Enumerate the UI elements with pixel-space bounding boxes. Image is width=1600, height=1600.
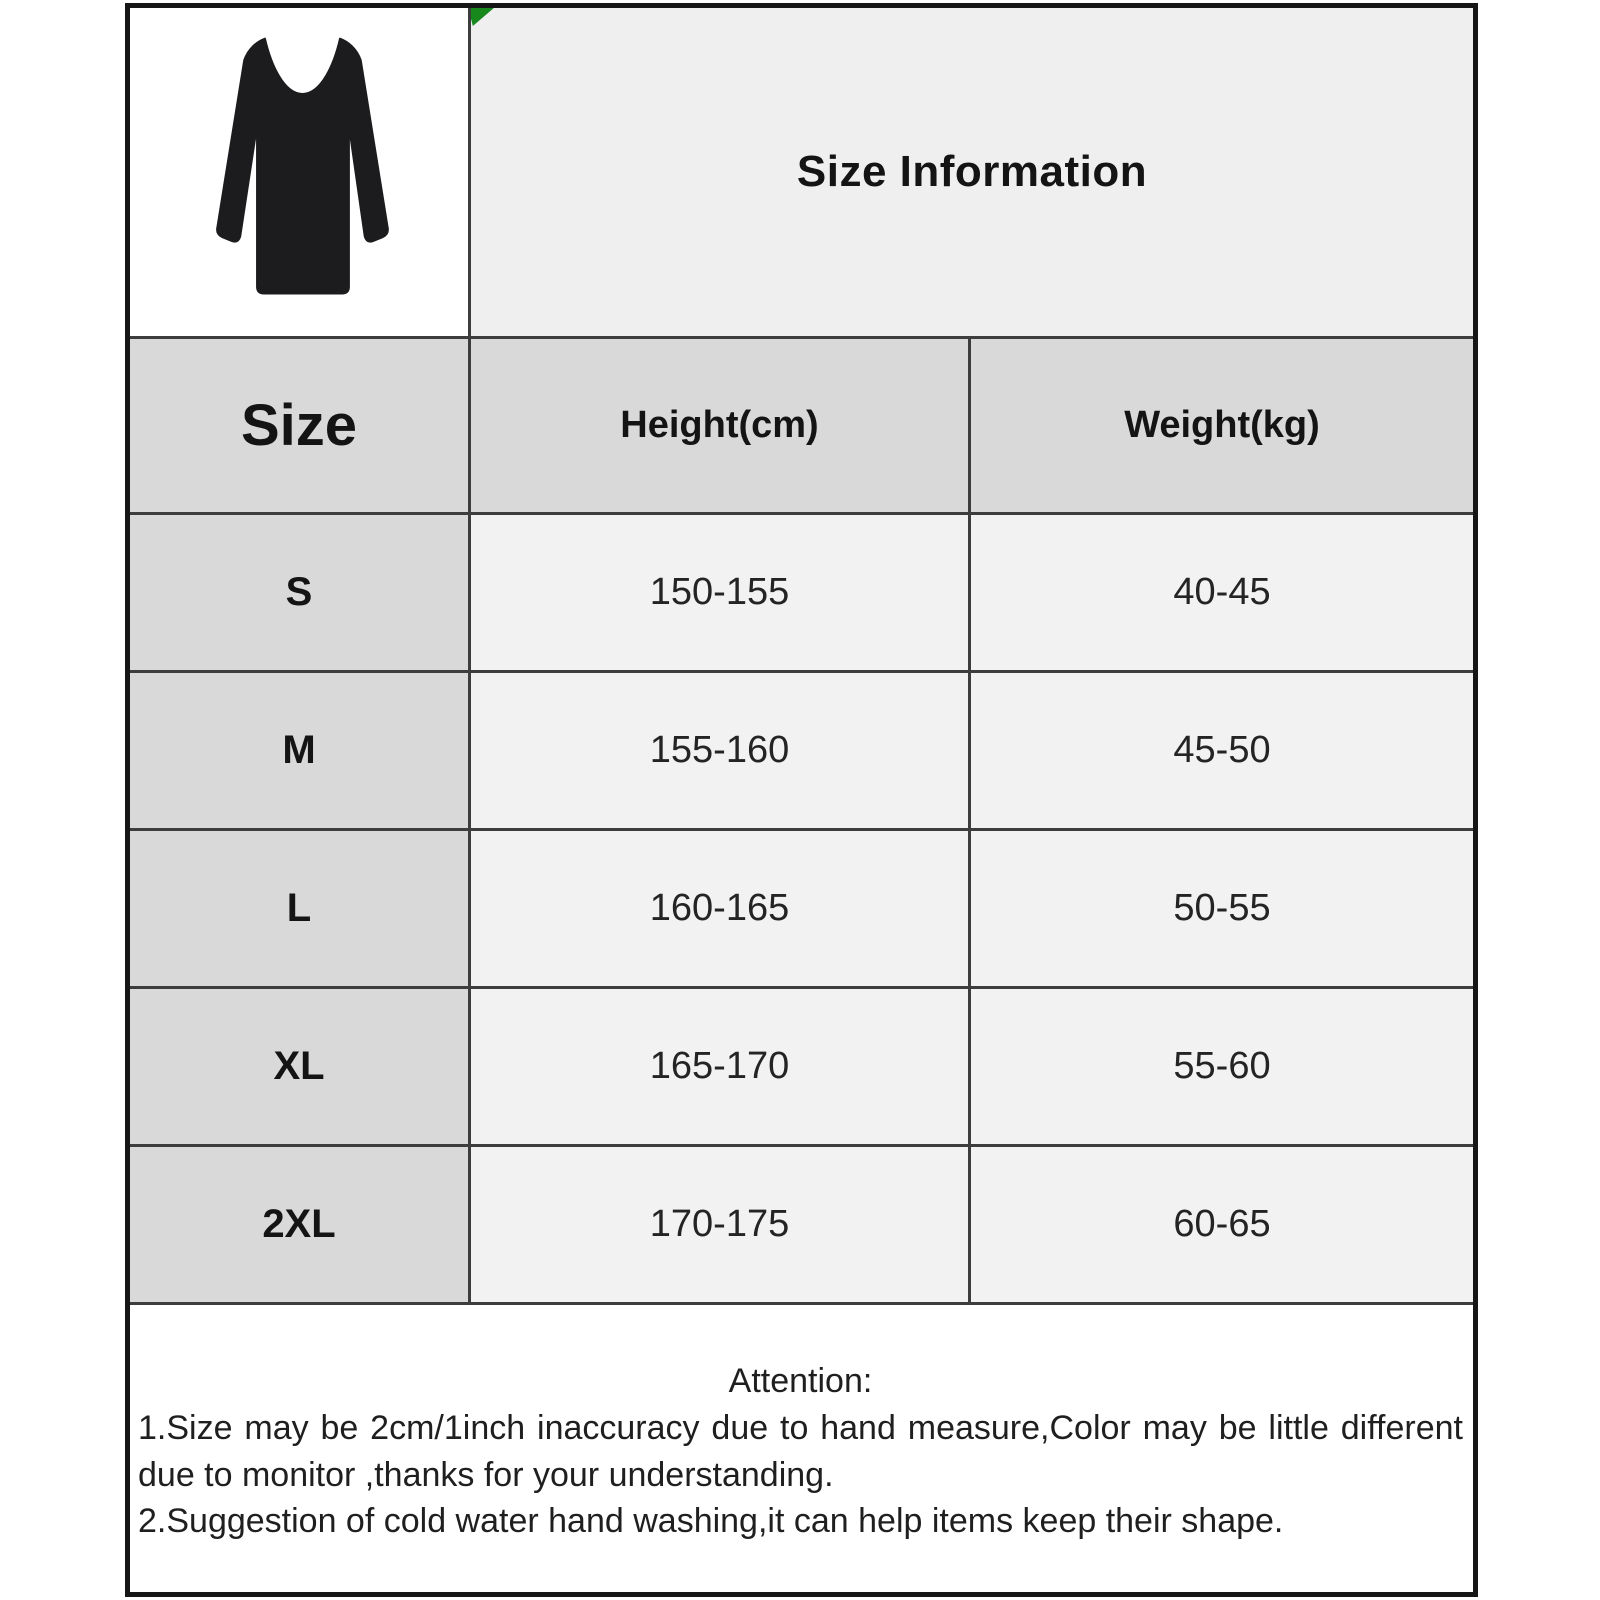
table-row-s <box>128 514 1476 672</box>
black-dress-image <box>130 9 470 335</box>
height-value: 165-170 <box>470 988 970 1146</box>
weight-value: 45-50 <box>970 672 1476 830</box>
title-cell <box>470 6 1476 338</box>
column-header-weight: Weight(kg) <box>970 338 1476 514</box>
table-row-l <box>128 830 1476 988</box>
size-label: M <box>128 672 470 830</box>
weight-value: 40-45 <box>970 514 1476 672</box>
column-header-size: Size <box>128 338 470 514</box>
size-information-table <box>125 3 1478 1597</box>
column-header-height: Height(cm) <box>470 338 970 514</box>
size-label: 2XL <box>128 1146 470 1304</box>
weight-value: 55-60 <box>970 988 1476 1146</box>
size-label: S <box>128 514 470 672</box>
green-corner-flag-icon <box>470 7 496 26</box>
table-row-2xl <box>128 1146 1476 1304</box>
product-photo-cell <box>128 6 470 338</box>
weight-value: 60-65 <box>970 1146 1476 1304</box>
size-label: L <box>128 830 470 988</box>
size-label: XL <box>128 988 470 1146</box>
height-value: 155-160 <box>470 672 970 830</box>
attention-note-2: 2.Suggestion of cold water hand washing,it can help items keep their shape. <box>138 1502 1284 1541</box>
table-row-xl <box>128 988 1476 1146</box>
height-value: 150-155 <box>470 514 970 672</box>
table-row-m <box>128 672 1476 830</box>
height-value: 170-175 <box>470 1146 970 1304</box>
height-value: 160-165 <box>470 830 970 988</box>
weight-value: 50-55 <box>970 830 1476 988</box>
page-title: Size Information <box>796 147 1148 196</box>
attention-title: Attention: <box>728 1361 873 1400</box>
attention-section <box>128 1304 1476 1595</box>
attention-note-1: 1.Size may be 2cm/1inch inaccuracy due to hand measure,Color may be little different due to monitor ,thanks for your understanding. <box>138 1408 1463 1494</box>
